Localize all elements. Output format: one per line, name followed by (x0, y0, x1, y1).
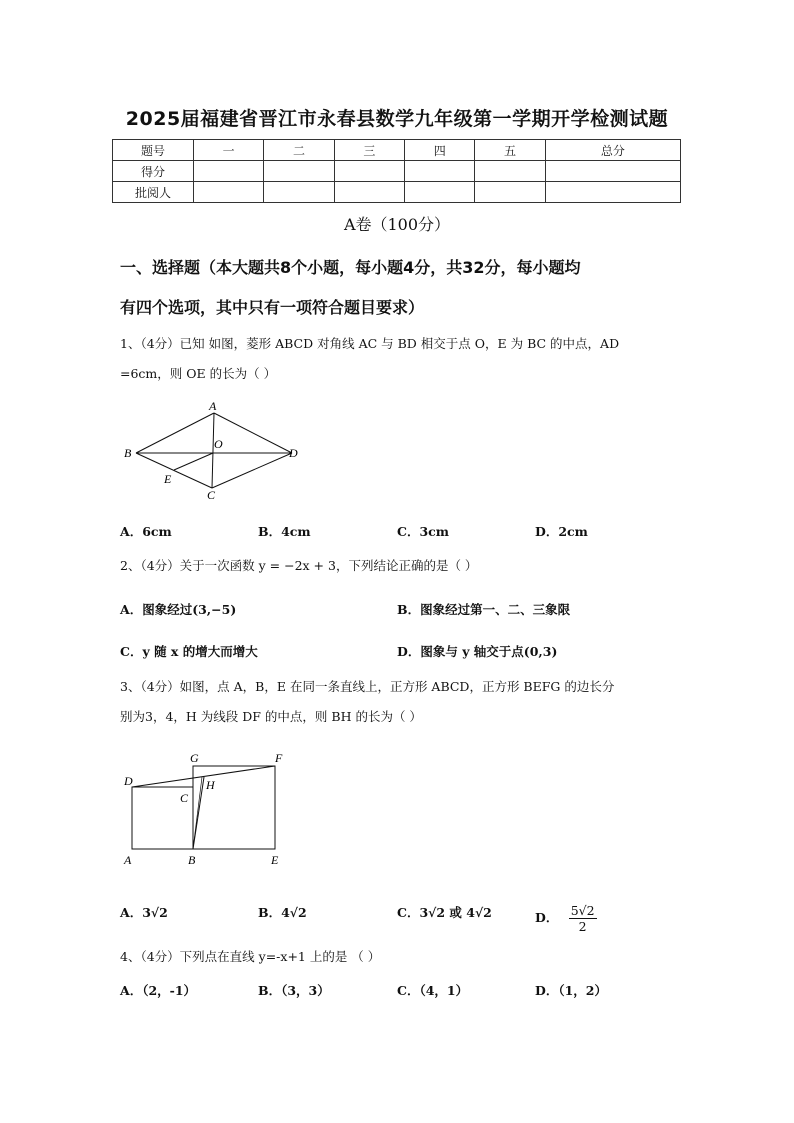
question-1-line2: =6cm，则 OE 的长为（ ） (120, 366, 277, 381)
table-cell: 一 (194, 140, 264, 161)
table-cell: 批阅人 (113, 182, 194, 203)
section-heading: A卷（100分） (343, 215, 451, 234)
part-title-line1: 一、选择题（本大题共8个小题，每小题4分，共32分，每小题均 (120, 258, 581, 277)
table-cell (545, 161, 680, 182)
table-cell (194, 182, 264, 203)
page-title: 2025届福建省晋江市永春县数学九年级第一学期开学检测试题 (125, 108, 669, 130)
table-cell (545, 182, 680, 203)
table-cell (405, 161, 475, 182)
question-3-line1: 3、（4分）如图，点 A，B，E 在同一条直线上，正方形 ABCD，正方形 BEFG 的边长分 (120, 679, 615, 694)
label-c: C (207, 488, 216, 502)
table-cell (194, 161, 264, 182)
q2-option-a[interactable]: A．图象经过(3,−5) (120, 602, 237, 617)
table-row (113, 140, 681, 161)
label-e: E (271, 853, 279, 867)
label-o: O (214, 437, 223, 451)
q3-option-a[interactable]: A．3√2 (120, 905, 168, 920)
rhombus-figure (120, 398, 320, 504)
question-1-line1: 1、（4分）已知 如图，菱形 ABCD 对角线 AC 与 BD 相交于点 O，E 为 BC 的中点，AD (120, 336, 620, 351)
q4-option-d[interactable]: D．（1，2） (535, 983, 607, 998)
q3-option-c[interactable]: C．3√2 或 4√2 (397, 905, 492, 920)
table-cell: 得分 (113, 161, 194, 182)
table-cell: 五 (475, 140, 545, 161)
label-f: F (275, 751, 283, 765)
q2-option-d[interactable]: D．图象与 y 轴交于点(0,3) (397, 644, 558, 659)
part-title-line2: 有四个选项，其中只有一项符合题目要求） (120, 298, 425, 317)
label-b: B (124, 446, 132, 460)
q3-option-b[interactable]: B．4√2 (258, 905, 307, 920)
table-cell (405, 182, 475, 203)
question-4-stem: 4、（4分）下列点在直线 y=-x+1 上的是 （ ） (120, 949, 381, 964)
label-d: D (124, 774, 133, 788)
label-c: C (180, 791, 189, 805)
question-3-line2: 别为3，4，H 为线段 DF 的中点，则 BH 的长为（ ） (120, 709, 422, 724)
q2-option-b[interactable]: B．图象经过第一、二、三象限 (397, 602, 571, 617)
label-a: A (209, 399, 217, 413)
table-cell (334, 182, 404, 203)
fraction (569, 903, 597, 934)
table-cell: 题号 (113, 140, 194, 161)
q1-option-c[interactable]: C．3cm (397, 524, 449, 539)
q1-option-b[interactable]: B．4cm (258, 524, 311, 539)
label-h: H (206, 778, 215, 792)
q4-option-a[interactable]: A．（2，-1） (120, 983, 197, 998)
fraction-denominator: 2 (578, 919, 587, 934)
table-cell (334, 161, 404, 182)
q3-option-d-label: D． (535, 910, 559, 925)
q1-option-a[interactable]: A．6cm (120, 524, 172, 539)
q4-option-b[interactable]: B．（3，3） (258, 983, 330, 998)
table-cell: 总分 (545, 140, 680, 161)
label-e: E (164, 472, 172, 486)
table-cell (475, 161, 545, 182)
table-row (113, 161, 681, 182)
table-cell (264, 182, 334, 203)
label-b: B (188, 853, 196, 867)
q1-option-d[interactable]: D．2cm (535, 524, 588, 539)
question-2-stem: 2、（4分）关于一次函数 y = −2x + 3，下列结论正确的是（ ） (120, 558, 478, 573)
fraction-numerator: 5√2 (570, 903, 595, 918)
label-d: D (289, 446, 298, 460)
q2-option-c[interactable]: C．y 随 x 的增大而增大 (120, 644, 258, 659)
label-a: A (124, 853, 132, 867)
table-cell (475, 182, 545, 203)
table-row (113, 182, 681, 203)
squares-figure (118, 748, 298, 870)
table-cell: 四 (405, 140, 475, 161)
score-table (112, 139, 681, 203)
q3-option-d[interactable] (535, 903, 597, 934)
q4-option-c[interactable]: C．（4，1） (397, 983, 469, 998)
label-g: G (190, 751, 199, 765)
table-cell: 二 (264, 140, 334, 161)
table-cell: 三 (334, 140, 404, 161)
table-cell (264, 161, 334, 182)
